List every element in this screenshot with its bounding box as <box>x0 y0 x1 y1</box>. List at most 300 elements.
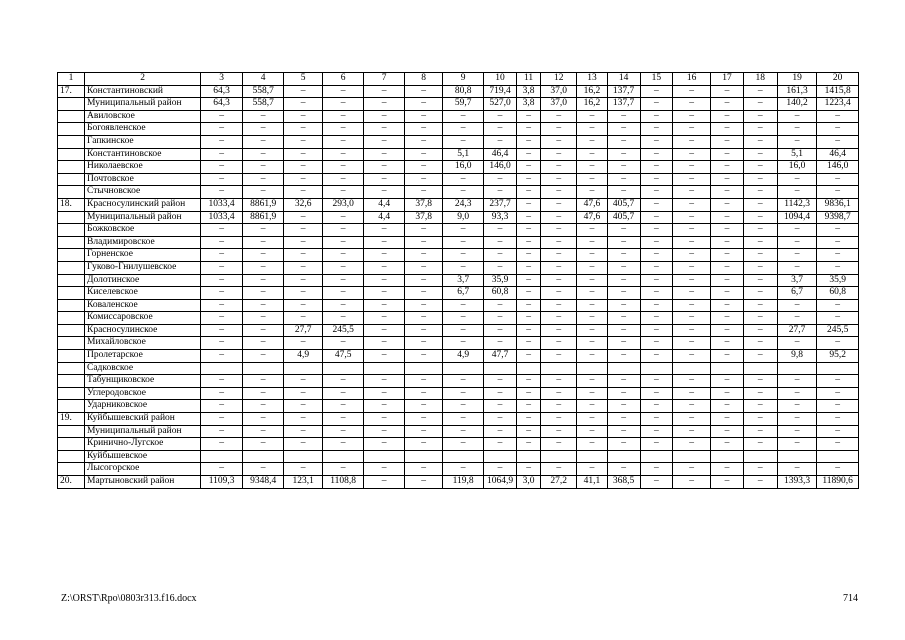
value-cell: – <box>242 400 284 413</box>
value-cell: – <box>364 173 405 186</box>
value-cell: – <box>201 110 243 123</box>
value-cell: – <box>577 337 607 350</box>
value-cell: – <box>364 186 405 199</box>
row-name-cell: Гуково-Гнилушевское <box>85 261 201 274</box>
table-row <box>58 249 859 262</box>
value-cell: 245,5 <box>817 324 859 337</box>
value-cell: – <box>517 148 541 161</box>
row-name-cell: Красносулинский район <box>85 198 201 211</box>
value-cell <box>443 450 484 463</box>
value-cell: – <box>711 463 743 476</box>
value-cell: – <box>404 186 442 199</box>
value-cell: – <box>640 350 672 363</box>
value-cell: – <box>404 350 442 363</box>
value-cell: – <box>711 324 743 337</box>
value-cell: – <box>541 287 577 300</box>
value-cell: – <box>711 400 743 413</box>
value-cell: – <box>483 224 516 237</box>
value-cell: – <box>517 312 541 325</box>
value-cell: – <box>711 135 743 148</box>
data-table <box>57 72 859 489</box>
value-cell: – <box>201 261 243 274</box>
value-cell: – <box>577 299 607 312</box>
value-cell: 47,7 <box>483 350 516 363</box>
value-cell: 9,0 <box>443 211 484 224</box>
value-cell: – <box>777 375 816 388</box>
table-row <box>58 450 859 463</box>
value-cell: – <box>517 261 541 274</box>
value-cell: – <box>483 110 516 123</box>
value-cell: – <box>817 236 859 249</box>
row-name-cell: Константиновский <box>85 85 201 98</box>
value-cell: – <box>577 438 607 451</box>
value-cell: – <box>777 387 816 400</box>
value-cell: – <box>541 400 577 413</box>
value-cell <box>777 362 816 375</box>
value-cell: – <box>817 123 859 136</box>
value-cell: – <box>404 249 442 262</box>
value-cell: 237,7 <box>483 198 516 211</box>
value-cell <box>743 362 777 375</box>
value-cell: – <box>743 224 777 237</box>
value-cell: – <box>672 299 710 312</box>
table-row <box>58 123 859 136</box>
value-cell: – <box>201 463 243 476</box>
value-cell: – <box>672 400 710 413</box>
value-cell: – <box>284 123 322 136</box>
value-cell: – <box>517 387 541 400</box>
row-name-cell: Почтовское <box>85 173 201 186</box>
footer-file-path: Z:\ORST\Rpo\0803r313.f16.docx <box>61 593 197 604</box>
value-cell: 293,0 <box>322 198 364 211</box>
value-cell: 35,9 <box>483 274 516 287</box>
value-cell: – <box>284 186 322 199</box>
value-cell: – <box>640 400 672 413</box>
value-cell: 9398,7 <box>817 211 859 224</box>
value-cell: – <box>640 236 672 249</box>
value-cell: – <box>284 135 322 148</box>
row-name-cell: Константиновское <box>85 148 201 161</box>
value-cell: – <box>364 324 405 337</box>
value-cell: – <box>817 400 859 413</box>
row-number-cell <box>58 148 85 161</box>
value-cell: – <box>607 387 640 400</box>
value-cell: – <box>404 161 442 174</box>
table-row <box>58 438 859 451</box>
value-cell: – <box>284 438 322 451</box>
value-cell: 1223,4 <box>817 98 859 111</box>
table-row <box>58 463 859 476</box>
value-cell: – <box>443 375 484 388</box>
value-cell: – <box>672 135 710 148</box>
header-cell: 10 <box>483 73 516 86</box>
value-cell: – <box>777 425 816 438</box>
header-cell: 17 <box>711 73 743 86</box>
value-cell: 1033,4 <box>201 198 243 211</box>
row-number-cell <box>58 400 85 413</box>
value-cell: – <box>672 198 710 211</box>
value-cell: – <box>483 438 516 451</box>
value-cell: – <box>404 337 442 350</box>
value-cell: – <box>284 211 322 224</box>
value-cell: 1064,9 <box>483 476 516 489</box>
value-cell: – <box>743 236 777 249</box>
value-cell: – <box>404 123 442 136</box>
value-cell: – <box>743 161 777 174</box>
value-cell <box>672 362 710 375</box>
value-cell: 405,7 <box>607 198 640 211</box>
value-cell: – <box>672 236 710 249</box>
value-cell: – <box>483 299 516 312</box>
value-cell: – <box>541 236 577 249</box>
value-cell: – <box>483 413 516 426</box>
value-cell: – <box>443 425 484 438</box>
value-cell: – <box>404 148 442 161</box>
value-cell: – <box>541 249 577 262</box>
table-row <box>58 274 859 287</box>
value-cell: – <box>517 110 541 123</box>
value-cell: – <box>517 224 541 237</box>
value-cell: – <box>577 161 607 174</box>
row-name-cell: Муниципальный район <box>85 425 201 438</box>
value-cell: 60,8 <box>483 287 516 300</box>
value-cell: 6,7 <box>777 287 816 300</box>
row-number-cell <box>58 274 85 287</box>
table-row <box>58 161 859 174</box>
table-row <box>58 148 859 161</box>
value-cell: 9836,1 <box>817 198 859 211</box>
value-cell: 5,1 <box>777 148 816 161</box>
value-cell: – <box>640 161 672 174</box>
value-cell: – <box>711 438 743 451</box>
value-cell: – <box>404 375 442 388</box>
value-cell: 4,9 <box>284 350 322 363</box>
value-cell: – <box>322 463 364 476</box>
value-cell: – <box>284 161 322 174</box>
header-cell: 3 <box>201 73 243 86</box>
value-cell: – <box>322 211 364 224</box>
row-number-cell <box>58 287 85 300</box>
value-cell: – <box>201 123 243 136</box>
value-cell: – <box>672 324 710 337</box>
value-cell: – <box>577 135 607 148</box>
row-number-cell <box>58 135 85 148</box>
row-number-cell <box>58 312 85 325</box>
value-cell: – <box>404 387 442 400</box>
value-cell: – <box>364 161 405 174</box>
value-cell <box>404 450 442 463</box>
value-cell: – <box>640 261 672 274</box>
value-cell: – <box>443 236 484 249</box>
value-cell: – <box>483 186 516 199</box>
value-cell: – <box>777 400 816 413</box>
value-cell: 47,6 <box>577 211 607 224</box>
value-cell: – <box>817 186 859 199</box>
value-cell: – <box>404 261 442 274</box>
value-cell <box>201 450 243 463</box>
value-cell: – <box>404 98 442 111</box>
value-cell: – <box>541 387 577 400</box>
value-cell: – <box>711 186 743 199</box>
value-cell: – <box>483 261 516 274</box>
value-cell: – <box>817 173 859 186</box>
value-cell <box>577 450 607 463</box>
value-cell: – <box>322 148 364 161</box>
header-cell: 18 <box>743 73 777 86</box>
value-cell: – <box>743 173 777 186</box>
value-cell: – <box>404 438 442 451</box>
value-cell: – <box>242 161 284 174</box>
value-cell: – <box>364 261 405 274</box>
value-cell: – <box>322 85 364 98</box>
value-cell: 1415,8 <box>817 85 859 98</box>
row-name-cell: Горненское <box>85 249 201 262</box>
value-cell: – <box>777 123 816 136</box>
value-cell: – <box>242 337 284 350</box>
value-cell: – <box>404 425 442 438</box>
value-cell: – <box>743 135 777 148</box>
value-cell: 368,5 <box>607 476 640 489</box>
header-cell: 7 <box>364 73 405 86</box>
value-cell: 32,6 <box>284 198 322 211</box>
value-cell: – <box>817 438 859 451</box>
value-cell: – <box>607 413 640 426</box>
value-cell <box>443 362 484 375</box>
value-cell: – <box>711 312 743 325</box>
value-cell: – <box>201 324 243 337</box>
value-cell: – <box>640 413 672 426</box>
row-number-cell <box>58 362 85 375</box>
value-cell: – <box>743 249 777 262</box>
value-cell: – <box>672 463 710 476</box>
value-cell: – <box>404 173 442 186</box>
value-cell: – <box>443 312 484 325</box>
value-cell: – <box>640 224 672 237</box>
value-cell: – <box>242 375 284 388</box>
value-cell: – <box>577 375 607 388</box>
value-cell: – <box>443 299 484 312</box>
value-cell: – <box>541 337 577 350</box>
value-cell <box>817 450 859 463</box>
value-cell: – <box>201 299 243 312</box>
value-cell: – <box>711 413 743 426</box>
value-cell: – <box>284 274 322 287</box>
value-cell: – <box>577 236 607 249</box>
value-cell: – <box>284 249 322 262</box>
row-name-cell: Табунщиковское <box>85 375 201 388</box>
row-name-cell: Куйбышевское <box>85 450 201 463</box>
value-cell: – <box>322 387 364 400</box>
value-cell: – <box>517 249 541 262</box>
value-cell: – <box>517 324 541 337</box>
value-cell: – <box>483 463 516 476</box>
value-cell: – <box>284 387 322 400</box>
value-cell <box>607 450 640 463</box>
value-cell: – <box>284 85 322 98</box>
value-cell: – <box>577 110 607 123</box>
value-cell: – <box>577 425 607 438</box>
table-body <box>58 85 859 488</box>
value-cell: – <box>242 299 284 312</box>
header-cell: 5 <box>284 73 322 86</box>
value-cell: – <box>541 375 577 388</box>
table-row <box>58 375 859 388</box>
value-cell: – <box>322 186 364 199</box>
value-cell: 16,0 <box>443 161 484 174</box>
table-row <box>58 261 859 274</box>
row-number-cell <box>58 224 85 237</box>
value-cell: – <box>364 350 405 363</box>
table-row <box>58 299 859 312</box>
value-cell: – <box>483 387 516 400</box>
value-cell <box>711 450 743 463</box>
value-cell <box>483 450 516 463</box>
value-cell: – <box>443 337 484 350</box>
value-cell: – <box>242 186 284 199</box>
value-cell: – <box>322 400 364 413</box>
value-cell <box>483 362 516 375</box>
value-cell: – <box>711 261 743 274</box>
value-cell: – <box>483 236 516 249</box>
value-cell: – <box>817 110 859 123</box>
value-cell: – <box>640 337 672 350</box>
value-cell: – <box>242 413 284 426</box>
value-cell: – <box>640 186 672 199</box>
value-cell: – <box>404 287 442 300</box>
value-cell: – <box>364 299 405 312</box>
row-name-cell: Михайловское <box>85 337 201 350</box>
value-cell: 245,5 <box>322 324 364 337</box>
value-cell: – <box>743 312 777 325</box>
value-cell: 64,3 <box>201 85 243 98</box>
value-cell: – <box>817 249 859 262</box>
value-cell: – <box>541 224 577 237</box>
value-cell: – <box>607 110 640 123</box>
value-cell: – <box>284 287 322 300</box>
value-cell: – <box>577 400 607 413</box>
value-cell: – <box>284 400 322 413</box>
value-cell: – <box>607 236 640 249</box>
value-cell <box>322 362 364 375</box>
value-cell: – <box>640 211 672 224</box>
value-cell: 27,2 <box>541 476 577 489</box>
value-cell: – <box>242 236 284 249</box>
value-cell: – <box>817 425 859 438</box>
value-cell: – <box>743 438 777 451</box>
value-cell: – <box>364 85 405 98</box>
table-row <box>58 236 859 249</box>
value-cell: – <box>483 249 516 262</box>
value-cell: – <box>607 287 640 300</box>
value-cell: – <box>404 476 442 489</box>
value-cell: – <box>541 135 577 148</box>
value-cell: – <box>672 211 710 224</box>
value-cell: – <box>672 161 710 174</box>
row-number-cell <box>58 375 85 388</box>
value-cell: – <box>242 249 284 262</box>
value-cell: – <box>404 110 442 123</box>
value-cell: – <box>607 261 640 274</box>
value-cell: – <box>711 287 743 300</box>
value-cell: – <box>517 198 541 211</box>
header-cell: 6 <box>322 73 364 86</box>
value-cell: – <box>777 312 816 325</box>
value-cell: – <box>640 98 672 111</box>
value-cell: 16,0 <box>777 161 816 174</box>
header-cell: 9 <box>443 73 484 86</box>
row-number-cell <box>58 123 85 136</box>
value-cell: – <box>284 299 322 312</box>
value-cell <box>364 450 405 463</box>
value-cell: – <box>242 148 284 161</box>
value-cell: – <box>517 425 541 438</box>
value-cell: – <box>242 350 284 363</box>
row-name-cell: Гапкинское <box>85 135 201 148</box>
table-row <box>58 387 859 400</box>
value-cell: – <box>607 224 640 237</box>
value-cell: – <box>743 350 777 363</box>
value-cell: – <box>284 261 322 274</box>
value-cell: – <box>443 387 484 400</box>
value-cell: – <box>577 274 607 287</box>
value-cell <box>404 362 442 375</box>
value-cell: – <box>322 161 364 174</box>
value-cell: – <box>541 110 577 123</box>
value-cell: – <box>607 299 640 312</box>
value-cell: – <box>541 438 577 451</box>
value-cell: – <box>404 413 442 426</box>
value-cell: – <box>711 85 743 98</box>
value-cell <box>640 362 672 375</box>
value-cell: – <box>517 274 541 287</box>
value-cell: – <box>672 98 710 111</box>
value-cell: 37,8 <box>404 211 442 224</box>
value-cell: – <box>201 161 243 174</box>
value-cell <box>242 362 284 375</box>
value-cell: – <box>743 387 777 400</box>
value-cell: – <box>640 173 672 186</box>
value-cell: – <box>443 413 484 426</box>
value-cell: 5,1 <box>443 148 484 161</box>
value-cell: – <box>242 123 284 136</box>
value-cell: 527,0 <box>483 98 516 111</box>
value-cell: 4,4 <box>364 211 405 224</box>
value-cell: 37,0 <box>541 98 577 111</box>
value-cell: – <box>443 110 484 123</box>
value-cell: – <box>242 173 284 186</box>
value-cell: 1393,3 <box>777 476 816 489</box>
value-cell: – <box>517 375 541 388</box>
value-cell: – <box>607 324 640 337</box>
header-cell: 2 <box>85 73 201 86</box>
value-cell: – <box>404 324 442 337</box>
value-cell: – <box>607 186 640 199</box>
value-cell: – <box>577 173 607 186</box>
value-cell: 558,7 <box>242 98 284 111</box>
header-cell: 11 <box>517 73 541 86</box>
value-cell: – <box>322 413 364 426</box>
value-cell: – <box>201 186 243 199</box>
value-cell: – <box>577 463 607 476</box>
value-cell: – <box>517 161 541 174</box>
value-cell: – <box>743 299 777 312</box>
value-cell: 95,2 <box>817 350 859 363</box>
value-cell: – <box>443 324 484 337</box>
value-cell: – <box>541 261 577 274</box>
value-cell: – <box>284 463 322 476</box>
value-cell: – <box>201 312 243 325</box>
value-cell: – <box>711 224 743 237</box>
